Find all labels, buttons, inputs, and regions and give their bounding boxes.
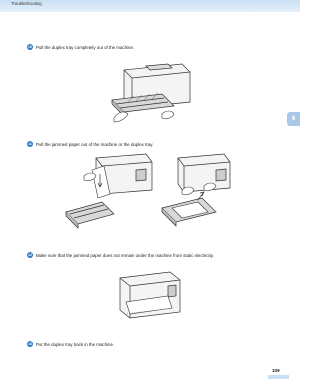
duplex-tray-removal-illustration xyxy=(108,56,194,126)
step-text: Make sure that the jammed paper does not remain under the machine from static electricity. xyxy=(36,252,214,258)
step-10 xyxy=(27,44,134,50)
page-number: 109 xyxy=(272,368,280,373)
step-number-badge: 10 xyxy=(28,45,32,49)
jammed-paper-machine-illustration xyxy=(62,150,157,230)
step-12 xyxy=(27,252,214,258)
step-number-badge: 12 xyxy=(28,253,32,257)
jammed-paper-duplex-tray-illustration xyxy=(158,150,248,230)
step-number-badge: 13 xyxy=(28,342,32,346)
step-13 xyxy=(27,341,114,347)
step-11 xyxy=(27,141,153,147)
step-text: Pull the duplex tray completely out of the machine. xyxy=(36,44,135,50)
paper-under-machine-illustration xyxy=(114,268,186,326)
chapter-tab: 6 xyxy=(287,112,300,126)
section-title: Troubleshooting xyxy=(11,1,42,6)
header-bar xyxy=(0,0,300,12)
step-text: Pull the jammed paper out of the machine or the duplex tray. xyxy=(36,141,154,147)
footer-bar xyxy=(268,375,289,379)
step-number-badge: 11 xyxy=(28,142,32,146)
step-text: Put the duplex tray back in the machine. xyxy=(36,341,115,347)
